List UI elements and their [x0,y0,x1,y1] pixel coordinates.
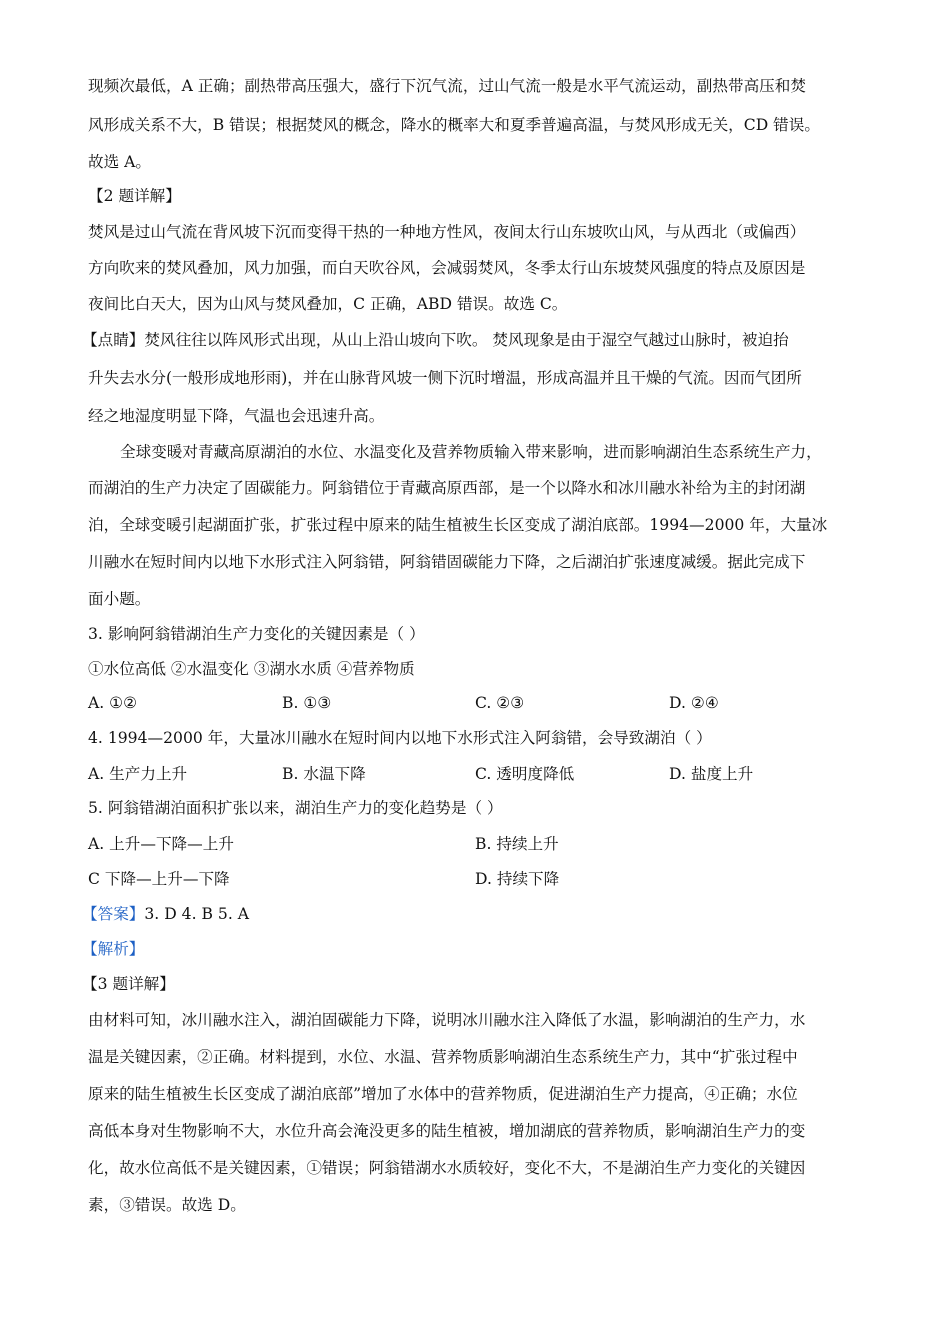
section-heading-q3: 【3 题详解】 [82,975,175,993]
text-line: 高低本身对生物影响不大，水位升高会淹没更多的陆生植被，增加湖底的营养物质，影响湖泊生产力的变 [88,1122,806,1140]
option-b: B. 持续上升 [475,835,559,853]
option-b: B. 水温下降 [282,765,366,783]
section-heading-q2: 【2 题详解】 [88,187,181,205]
option-d: D. ②④ [669,694,719,712]
text-line: 夜间比白天大，因为山风与焚风叠加，C 正确，ABD 错误。故选 C。 [88,295,568,313]
option-d: D. 持续下降 [475,870,560,888]
question-5-stem: 5. 阿翁错湖泊面积扩张以来，湖泊生产力的变化趋势是（ ） [88,799,503,817]
text-line: 经之地湿度明显下降，气温也会迅速升高。 [88,407,385,425]
text-line: 化，故水位高低不是关键因素，①错误；阿翁错湖水水质较好，变化不大，不是湖泊生产力变化的关键因 [88,1159,806,1177]
option-c: C. 透明度降低 [475,765,575,783]
text-line: 方向吹来的焚风叠加，风力加强，而白天吹谷风，会减弱焚风，冬季太行山东坡焚风强度的特点及原因是 [88,259,806,277]
option-c: C 下降—上升—下降 [88,870,230,888]
text-line: 焚风是过山气流在背风坡下沉而变得干热的一种地方性风，夜间太行山东坡吹山风，与从西北（或偏西） [88,223,806,241]
answer-text: 3. D 4. B 5. A [144,905,250,923]
tip-label: 【点睛】 [82,331,145,349]
material-line: 面小题。 [88,590,151,608]
option-c: C. ②③ [475,694,525,712]
tip-line: 【点睛】焚风往往以阵风形式出现，从山上沿山坡向下吹。 焚风现象是由于湿空气越过山脉时，被迫抬 [82,331,789,349]
text-line: 升失去水分(一般形成地形雨)，并在山脉背风坡一侧下沉时增温，形成高温并且干燥的气流。因而气团所 [88,369,802,387]
material-line: 川融水在短时间内以地下水形式注入阿翁错，阿翁错固碳能力下降，之后湖泊扩张速度减缓。据此完成下 [88,553,806,571]
option-a: A. ①② [88,694,138,712]
text-line: 由材料可知，冰川融水注入，湖泊固碳能力下降，说明冰川融水注入降低了水温，影响湖泊的生产力，水 [88,1011,806,1029]
question-3-stem: 3. 影响阿翁错湖泊生产力变化的关键因素是（ ） [88,625,425,643]
analysis-label: 【解析】 [82,940,145,958]
option-b: B. ①③ [282,694,332,712]
option-a: A. 生产力上升 [88,765,188,783]
text-line: 温是关键因素，②正确。材料提到，水位、水温、营养物质影响湖泊生态系统生产力，其中“扩张过程中 [88,1048,798,1066]
text-line: 故选 A。 [88,153,151,171]
material-line: 而湖泊的生产力决定了固碳能力。阿翁错位于青藏高原西部，是一个以降水和冰川融水补给为主的封闭湖 [88,479,806,497]
answer-label: 【答案】 [82,905,145,923]
material-line: 泊，全球变暖引起湖面扩张，扩张过程中原来的陆生植被生长区变成了湖泊底部。1994—2000 年，大量冰 [88,516,828,534]
text-line: 现频次最低，A 正确；副热带高压强大，盛行下沉气流，过山气流一般是水平气流运动，副热带高压和焚 [88,77,806,95]
answer-line [82,904,249,924]
question-4-stem: 4. 1994—2000 年，大量冰川融水在短时间内以地下水形式注入阿翁错，会导致湖泊（ ） [88,729,712,747]
option-a: A. 上升—下降—上升 [88,835,234,853]
option-d: D. 盐度上升 [669,765,754,783]
text-line: 原来的陆生植被生长区变成了湖泊底部”增加了水体中的营养物质，促进湖泊生产力提高，④正确；水位 [88,1085,798,1103]
question-3-items: ①水位高低 ②水温变化 ③湖水水质 ④营养物质 [88,660,415,678]
text-line: 素，③错误。故选 D。 [88,1196,246,1214]
material-line: 全球变暖对青藏高原湖泊的水位、水温变化及营养物质输入带来影响，进而影响湖泊生态系统生产力， [120,443,822,461]
text-line: 风形成关系不大，B 错误；根据焚风的概念，降水的概率大和夏季普遍高温，与焚风形成无关，CD 错误。 [88,116,820,134]
